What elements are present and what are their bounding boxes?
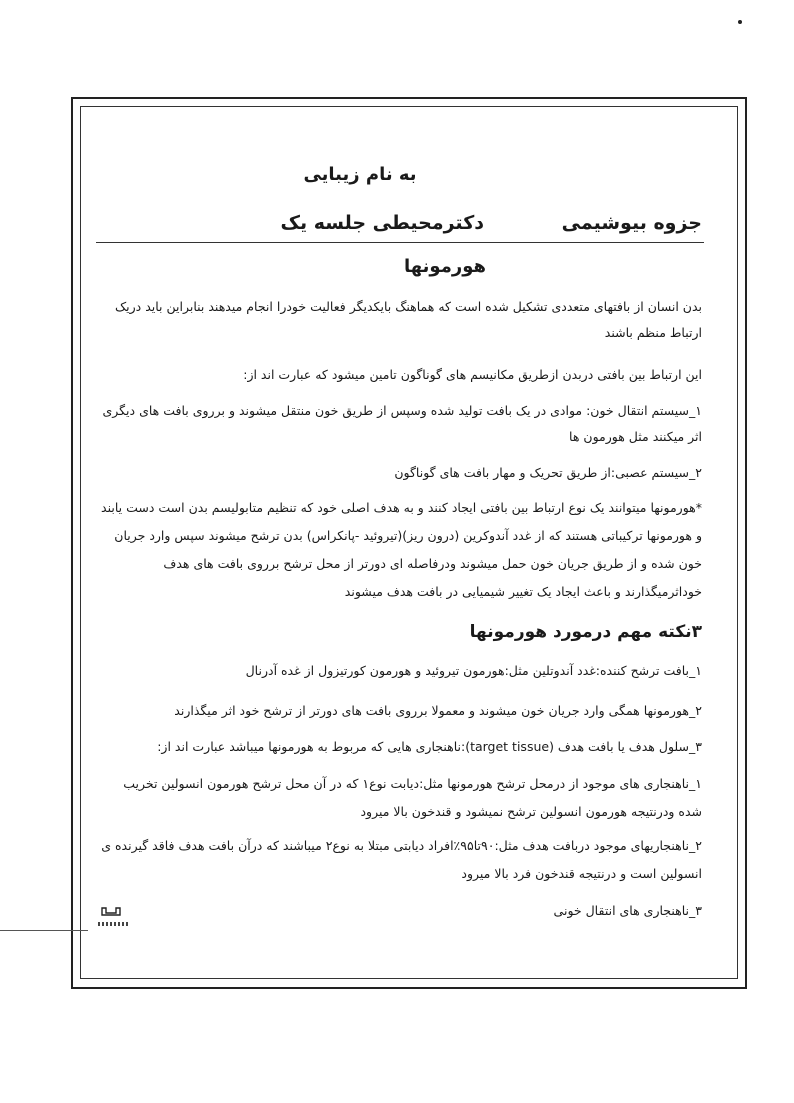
- list-item-blood-system: ۱_سیستم انتقال خون: موادی در یک بافت تولید شده وسپس از طریق خون منتقل میشوند و برروی بافت های دیگری اثر میکنند مثل هورمون ها: [102, 403, 702, 444]
- section-title: هورمونها: [404, 256, 486, 277]
- page-dot: [738, 20, 742, 24]
- hormone-paragraph: *هورمونها میتوانند یک نوع ارتباط بین بافتی ایجاد کنند و به هدف اصلی خود که تنظیم متابولیسم بدن است دست یابند و هورمونها ترکیباتی هستند که از غدد آندوکرین (درون ریز)(تیروئید -پانکراس) بدن ترشح میشوند سپس وارد جریان خون شده و از طریق جریان خون حمل میشوند ودرفاصله ای دورتر از محل ترشح برروی بافت های هدف خوداثرمیگذارند و باعث ایجاد یک تغییر شیمیایی در بافت هدف میشوند: [101, 500, 702, 599]
- lecturer-session: دکترمحیطی جلسه یک: [280, 212, 484, 234]
- document-title: به نام زیبایی: [303, 164, 417, 185]
- scan-artifact-line: [0, 930, 88, 931]
- point-target-tissue: ۳_سلول هدف یا بافت هدف (target tissue):ناهنجاری هایی که مربوط به هورمونها میباشد عبارت اند از:: [157, 739, 702, 754]
- course-name: جزوه بیوشیمی: [561, 212, 702, 234]
- intro-paragraph: بدن انسان از بافتهای متعددی تشکیل شده است که هماهنگ بایکدیگر فعالیت خودرا انجام میدهند بنابراین باید دریک ارتباط منظم باشند: [114, 299, 702, 340]
- link-intro: این ارتباط بین بافتی دربدن ازطریق مکانیسم های گوناگون تامین میشود که عبارت اند از:: [243, 367, 702, 382]
- sub-item-blood-transport: ۳_ناهنجاری های انتقال خونی: [553, 903, 702, 918]
- point-secreting-tissue: ۱_بافت ترشح کننده:غدد آندوتلین مثل:هورمون تیروئید و هورمون کورتیزول از غده آدرنال: [245, 663, 702, 678]
- points-title: ۳نکته مهم درمورد هورمونها: [469, 622, 702, 642]
- document-header: [96, 208, 704, 243]
- list-item-nervous-system: ۲_سیستم عصبی:از طریق تحریک و مهار بافت های گوناگون: [394, 465, 702, 480]
- sub-item-target-tissue: ۲_ناهنجاریهای موجود دربافت هدف مثل:۹۰تا۹۵٪افراد دیابتی مبتلا به نوع۲ میباشند که درآن بافت هدف فاقد گیرنده ی انسولین است و درنتیجه قندخون فرد بالا میرود: [101, 838, 702, 881]
- sub-item-secretion-site: ۱_ناهنجاری های موجود از درمحل ترشح هورمونها مثل:دیابت نوع۱ که در آن محل ترشح هورمون انسولین تخریب شده ودرنتیجه هورمون انسولین ترشح نمیشود و قندخون بالا میرود: [123, 776, 702, 819]
- point-blood-stream: ۲_هورمونها همگی وارد جریان خون میشوند و معمولا برروی بافت های دورتر از ترشح خود اثر میگذارند: [174, 703, 702, 718]
